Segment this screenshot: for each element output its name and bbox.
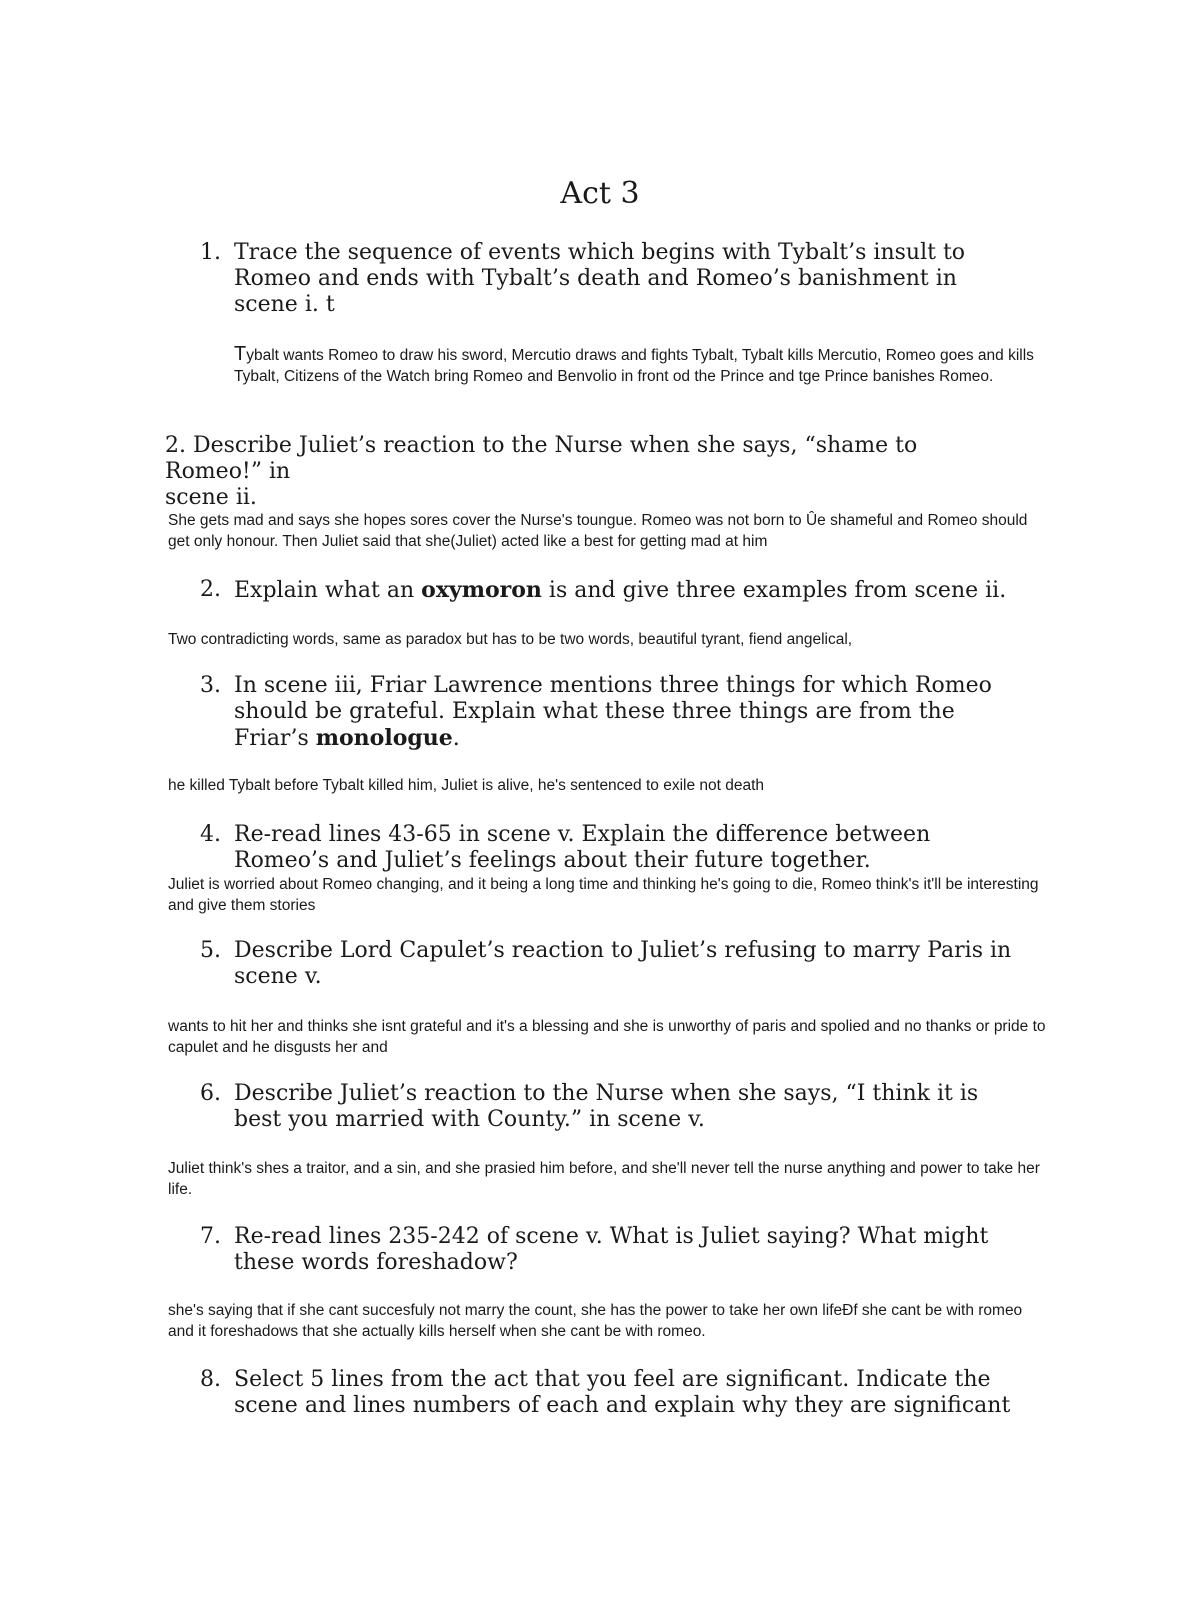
question-number: 6. — [200, 1081, 221, 1106]
question-text: Describe Lord Capulet’s reaction to Juliet’s refusing to marry Paris in scene v. — [234, 938, 1012, 989]
question-7 — [200, 1224, 1020, 1276]
question-number: 3. — [200, 673, 221, 698]
question-2a — [165, 433, 1025, 511]
question-bold-term: oxymoron — [421, 577, 542, 603]
question-line: 2. Describe Juliet’s reaction to the Nurse when she says, “shame to — [165, 433, 918, 458]
question-text: Re-read lines 235-242 of scene v. What is Juliet saying? What might these words foreshadow? — [234, 1224, 989, 1275]
question-bold-term: monologue — [315, 725, 453, 751]
answer-text: ybalt wants Romeo to draw his sword, Mercutio draws and fights Tybalt, Tybalt kills Mercutio, Romeo goes and kills Tybalt, Citizens of the Watch bring Romeo and Benvolio in front od the Prince and tge Prince banishes Romeo. — [234, 347, 1034, 385]
answer-initial: T — [234, 343, 247, 365]
question-text: Describe Juliet’s reaction to the Nurse when she says, “I think it is best you married with County.” in scene v. — [234, 1081, 979, 1132]
answer-5: wants to hit her and thinks she isnt grateful and it's a blessing and she is unworthy of paris and spolied and no thanks or pride to capulet and he disgusts her and — [168, 1018, 1046, 1056]
answer-7: she's saying that if she cant succesfuly not marry the count, she has the power to take her own lifeÐf she cant be with romeo and it foreshadows that she actually kills herself when she cant be with romeo. — [168, 1302, 1023, 1340]
answer-1 — [234, 344, 1034, 387]
question-line: scene ii. — [165, 485, 257, 510]
question-text-part: . — [452, 726, 460, 751]
question-2b — [200, 577, 1040, 604]
question-text: Select 5 lines from the act that you feel are significant. Indicate the scene and lines numbers of each and explain why they are significant — [234, 1367, 1011, 1418]
question-8 — [200, 1367, 1030, 1419]
question-3 — [200, 673, 1020, 752]
question-4 — [200, 822, 1020, 874]
question-6 — [200, 1081, 1000, 1133]
question-number: 7. — [200, 1224, 221, 1249]
question-text: Re-read lines 43-65 in scene v. Explain the difference between Romeo’s and Juliet’s feelings about their future together. — [234, 822, 931, 873]
question-1 — [200, 240, 1020, 318]
question-number: 2. — [200, 577, 221, 602]
question-line: Romeo!” in — [165, 459, 291, 484]
question-number: 5. — [200, 938, 221, 963]
question-text-part: Explain what an — [234, 578, 422, 603]
answer-2b: Two contradicting words, same as paradox but has to be two words, beautiful tyrant, fiend angelical, — [168, 631, 853, 648]
question-text-part: is and give three examples from scene ii. — [541, 578, 1007, 603]
answer-4: Juliet is worried about Romeo changing, and it being a long time and thinking he's going to die, Romeo think's it'll be interesting and give them stories — [168, 876, 1039, 914]
answer-6: Juliet think's shes a traitor, and a sin, and she prasied him before, and she'll never tell the nurse anything and power to take her life. — [168, 1160, 1040, 1198]
page-title: Act 3 — [560, 176, 640, 211]
question-5 — [200, 938, 1030, 990]
question-number: 8. — [200, 1367, 221, 1392]
question-number: 4. — [200, 822, 221, 847]
question-number: 1. — [200, 240, 221, 265]
question-text — [234, 577, 1040, 604]
question-text: Trace the sequence of events which begins with Tybalt’s insult to Romeo and ends with Tybalt’s death and Romeo’s banishment in scene i. t — [234, 240, 966, 317]
answer-2a: She gets mad and says she hopes sores cover the Nurse's toungue. Romeo was not born to Ûe shameful and Romeo should get only honour. Then Juliet said that she(Juliet) acted like a best for getting mad at him — [168, 512, 1028, 550]
question-text-part: In scene iii, Friar Lawrence mentions three things for which Romeo should be grateful. Explain what these three things are from the Friar’s — [234, 673, 992, 751]
question-text — [234, 673, 1020, 752]
answer-3: he killed Tybalt before Tybalt killed him, Juliet is alive, he's sentenced to exile not death — [168, 777, 765, 794]
